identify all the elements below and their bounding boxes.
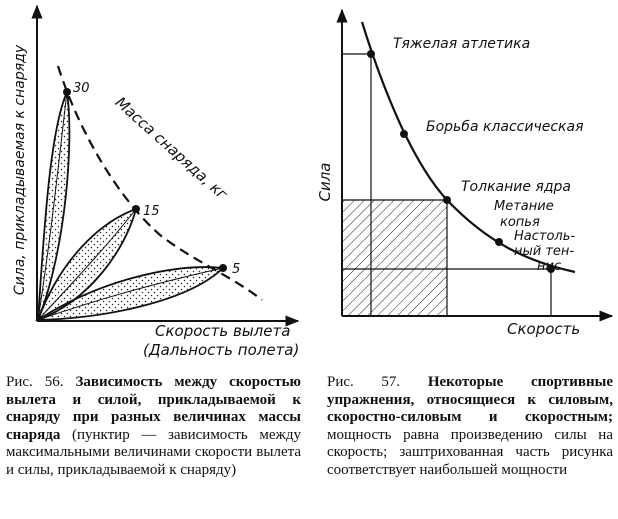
mass-label-15: 15	[143, 204, 160, 219]
caption57-title: Некоторые спортивные упражнения, относящиеся к силовым, скоростно-силовым и скоростным;	[327, 374, 614, 425]
sport-label-shot-put: Толкание ядра	[461, 179, 571, 195]
mass-label-30: 30	[73, 81, 90, 96]
caption56-number: Рис. 56.	[6, 374, 64, 390]
sport-label-javelin-1: Метание	[494, 199, 554, 214]
sport-label-weightlifting: Тяжелая атлетика	[393, 36, 531, 52]
caption56-title: Зависимость между скоростью вылета и силой, прикладываемой к снаряду при разных величинах массы снаряда	[6, 374, 301, 443]
point-javelin	[495, 238, 503, 246]
point-wrestling	[400, 130, 408, 138]
point-30kg	[63, 88, 71, 96]
point-shot-put	[443, 196, 451, 204]
fig56-x-axis-label-1: Скорость вылета	[155, 322, 291, 340]
fig56-y-axis-label: Сила, прикладываемая к снаряду	[12, 44, 28, 296]
caption56-note: (пунктир — зависимость между максимальными величинами скорости вылета и силы, прикладываемой к снаряду)	[6, 426, 302, 478]
fig56-x-axis-label-2: (Дальность полета)	[143, 341, 300, 359]
point-15kg	[132, 205, 140, 213]
figure-56-caption	[6, 374, 301, 479]
fig57-y-axis-label: Сила	[316, 162, 334, 202]
hatched-max-power-area	[343, 200, 447, 315]
point-weightlifting	[367, 50, 375, 58]
point-5kg	[219, 264, 227, 272]
caption57-note: мощность равна произведению силы на скорость; заштрихованная часть рисунка соответствует наибольшей мощности	[327, 426, 613, 478]
mass-label-5: 5	[232, 262, 241, 277]
fig57-x-axis-label: Скорость	[507, 320, 581, 338]
sport-label-wrestling: Борьба классическая	[426, 119, 584, 135]
figure-57	[316, 10, 612, 338]
sport-label-tennis-2: ный тен-	[514, 244, 575, 259]
figure-56	[12, 6, 299, 359]
figure-57-caption	[327, 374, 613, 479]
sport-label-tennis-1: Настоль-	[514, 229, 576, 244]
sport-label-javelin-2: копья	[500, 215, 540, 230]
fig56-curve-label: Масса снаряда, кг	[111, 93, 232, 204]
caption57-number: Рис. 57.	[327, 374, 401, 390]
sport-label-tennis-3: нис	[537, 259, 562, 274]
